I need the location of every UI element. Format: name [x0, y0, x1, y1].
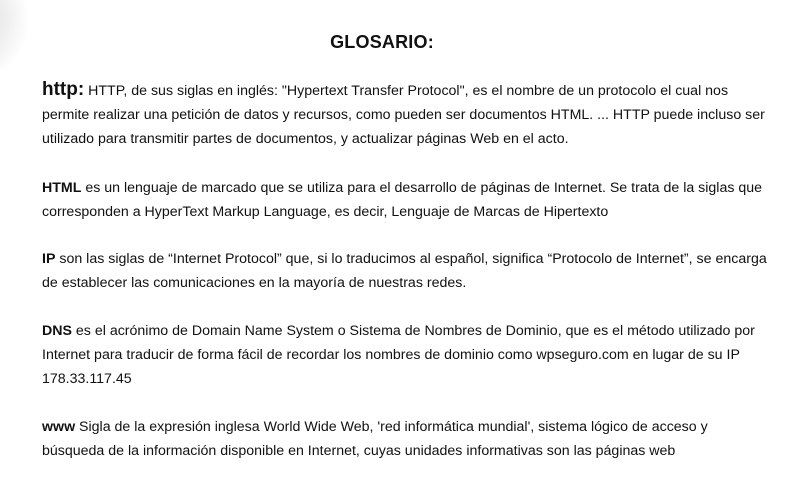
glossary-entry-http [42, 78, 772, 151]
glossary-definition: es un lenguaje de marcado que se utiliza para el desarrollo de páginas de Internet. Se trata de la siglas que corresponden a HyperText Markup Language, es decir, Lenguaje de Marcas de Hipertexto [42, 180, 763, 220]
page-title: GLOSARIO: [330, 32, 434, 52]
glossary-term: www [42, 419, 76, 435]
glossary-definition: es el acrónimo de Domain Name System o Sistema de Nombres de Dominio, que es el método utilizado por Internet para traducir de forma fácil de recordar los nombres de dominio como wpseguro.com en lugar de su IP 178.33.117.45 [42, 323, 755, 387]
glossary-entry-ip [42, 247, 772, 295]
glossary-definition: Sigla de la expresión inglesa World Wide Web, 'red informática mundial', sistema lógico de acceso y búsqueda de la información disponible en Internet, cuyas unidades informativas son las páginas web [42, 419, 708, 459]
glossary-definition: HTTP, de sus siglas en inglés: "Hypertext Transfer Protocol", es el nombre de un protocolo el cual nos permite realizar una petición de datos y recursos, como pueden ser documentos HTML. ... HTTP puede incluso ser utilizado para transmitir partes de documentos, y actualizar páginas Web en el acto. [42, 83, 765, 147]
glossary-definition: son las siglas de “Internet Protocol” que, si lo traducimos al español, significa “Protocolo de Internet”, se encarga de establecer las comunicaciones en la mayoría de nuestras redes. [42, 251, 767, 291]
glossary-term: http: [42, 79, 85, 100]
glossary-term: HTML [42, 180, 82, 196]
glossary-entry-html [42, 176, 772, 224]
glossary-term: DNS [42, 323, 72, 339]
glossary-entry-www [42, 415, 772, 463]
glossary-term: IP [42, 251, 56, 267]
glossary-entry-dns [42, 319, 772, 391]
